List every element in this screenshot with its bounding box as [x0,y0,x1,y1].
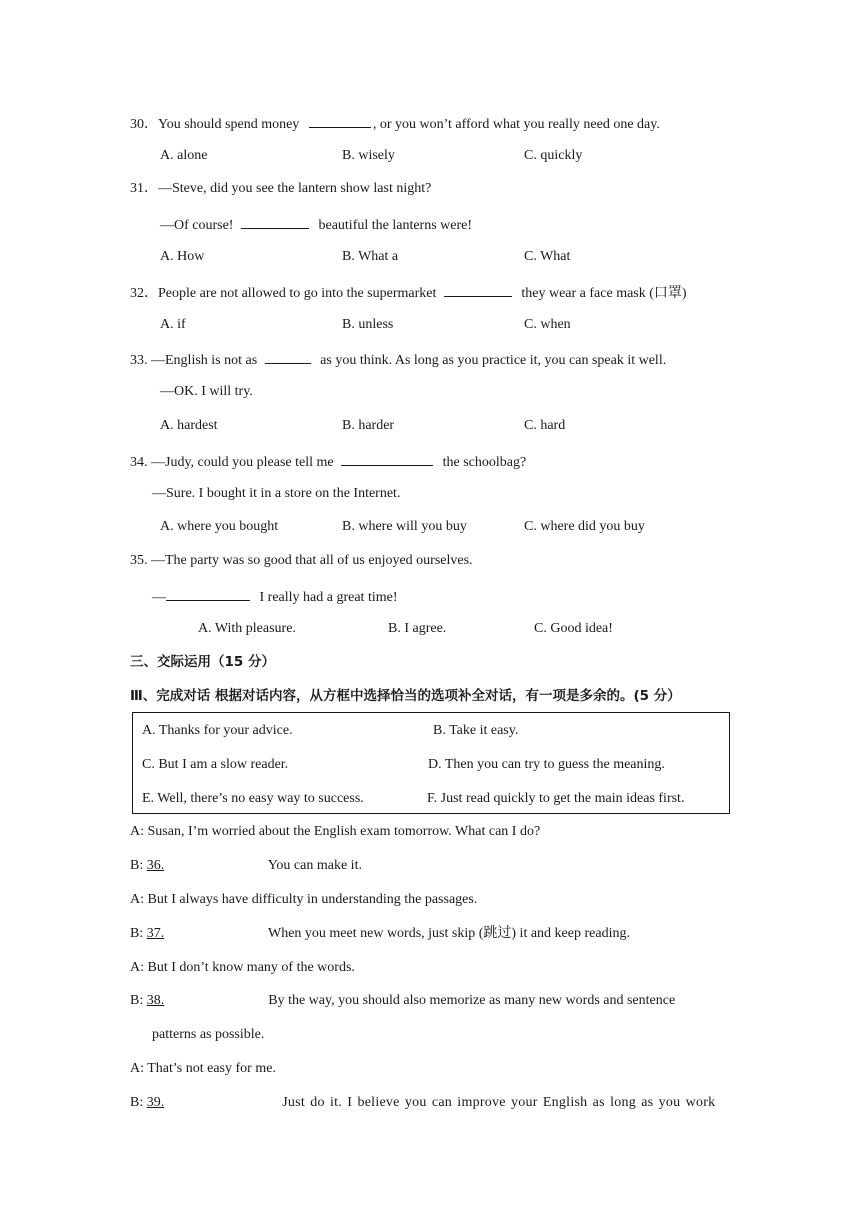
question-33-option-b: B. harder [342,418,395,433]
question-34-option-c: C. where did you buy [524,519,645,534]
dialogue-line-7: A: That’s not easy for me. [130,1061,276,1076]
question-33-text-post: as you think. As long as you practice it, you can speak it well. [320,353,667,368]
box-option-b: B. Take it easy. [433,723,519,738]
question-33-blank [265,348,311,364]
dialogue-line-2-text: You can make it. [267,858,362,873]
answer-blank-39: 39. [146,1095,165,1110]
question-34-text-pre: 34. —Judy, could you please tell me [130,455,334,470]
question-31-stem: 31．—Steve, did you see the lantern show last night? [130,181,432,196]
dialogue-line-5: A: But I don’t know many of the words. [130,960,355,975]
box-option-c: C. But I am a slow reader. [142,757,289,772]
options-box [132,712,730,814]
section-3-subtitle: Ⅲ、完成对话 根据对话内容，从方框中选择恰当的选项补全对话，有一项是多余的。(5 分） [130,688,681,704]
question-32-stem [130,281,687,301]
dialogue-line-3: A: But I always have difficulty in understanding the passages. [130,892,478,907]
dialogue-line-1: A: Susan, I’m worried about the English exam tomorrow. What can I do? [130,824,541,839]
question-34-stem [130,450,526,470]
question-35-option-a: A. With pleasure. [198,621,296,636]
question-35-option-b: B. I agree. [388,621,447,636]
dialogue-line-8 [130,1093,732,1113]
question-31-line2 [160,213,472,233]
question-33-stem [130,348,666,368]
dialogue-speaker-b: B: [130,993,147,1008]
question-33-option-c: C. hard [524,418,566,433]
question-34-text-post: the schoolbag? [442,455,527,470]
question-30-option-c: C. quickly [524,148,583,163]
question-30-blank [309,112,371,128]
box-option-a: A. Thanks for your advice. [142,723,293,738]
question-32-text-post: they wear a face mask (口罩) [521,286,687,301]
dialogue-line-8-text: Just do it. I believe you can improve your English as long as you work [282,1095,716,1110]
dialogue-line-4 [130,924,630,944]
question-31-option-b: B. What a [342,249,399,264]
question-35-line2-pre: — [152,590,166,605]
question-30-option-a: A. alone [160,148,208,163]
question-32-option-b: B. unless [342,317,394,332]
question-30-text-post: , or you won’t afford what you really need one day. [372,117,660,132]
dialogue-speaker-b: B: [130,926,147,941]
box-option-d: D. Then you can try to guess the meaning. [428,757,665,772]
question-31-blank [241,213,309,229]
answer-blank-36: 36. [146,858,165,873]
question-33-line2: —OK. I will try. [160,384,253,399]
question-35-option-c: C. Good idea! [534,621,613,636]
question-35-line2-post: I really had a great time! [259,590,398,605]
answer-blank-37: 37. [146,926,165,941]
dialogue-speaker-b: B: [130,858,147,873]
question-35-stem: 35. —The party was so good that all of us enjoyed ourselves. [130,553,473,568]
section-3-title: 三、交际运用（15 分） [130,654,275,670]
question-33-text-pre: 33. —English is not as [130,353,258,368]
question-32-blank [444,281,512,297]
box-option-f: F. Just read quickly to get the main ideas first. [427,791,685,806]
answer-blank-38: 38. [146,993,165,1008]
dialogue-line-2 [130,856,362,876]
question-31-option-c: C. What [524,249,571,264]
question-30-option-b: B. wisely [342,148,395,163]
question-31-line2-pre: —Of course! [160,218,234,233]
question-32-text-pre: 32．People are not allowed to go into the supermarket [130,286,437,301]
dialogue-speaker-b: B: [130,1095,147,1110]
question-32-option-a: A. if [160,317,186,332]
question-30-stem [130,112,660,132]
question-34-option-a: A. where you bought [160,519,279,534]
question-34-option-b: B. where will you buy [342,519,467,534]
question-34-line2: —Sure. I bought it in a store on the Internet. [152,486,401,501]
question-34-blank [341,450,433,466]
dialogue-line-6-text: By the way, you should also memorize as many new words and sentence [268,993,676,1008]
dialogue-line-6-cont: patterns as possible. [152,1027,265,1042]
box-option-e: E. Well, there’s no easy way to success. [142,791,364,806]
question-35-blank [166,585,250,601]
question-31-option-a: A. How [160,249,205,264]
question-35-line2 [152,585,397,605]
dialogue-line-6 [130,991,675,1011]
question-31-line2-post: beautiful the lanterns were! [318,218,473,233]
dialogue-line-4-text: When you meet new words, just skip (跳过) it and keep reading. [267,926,630,941]
question-32-option-c: C. when [524,317,571,332]
question-33-option-a: A. hardest [160,418,218,433]
question-30-text-pre: 30．You should spend money [130,117,300,132]
